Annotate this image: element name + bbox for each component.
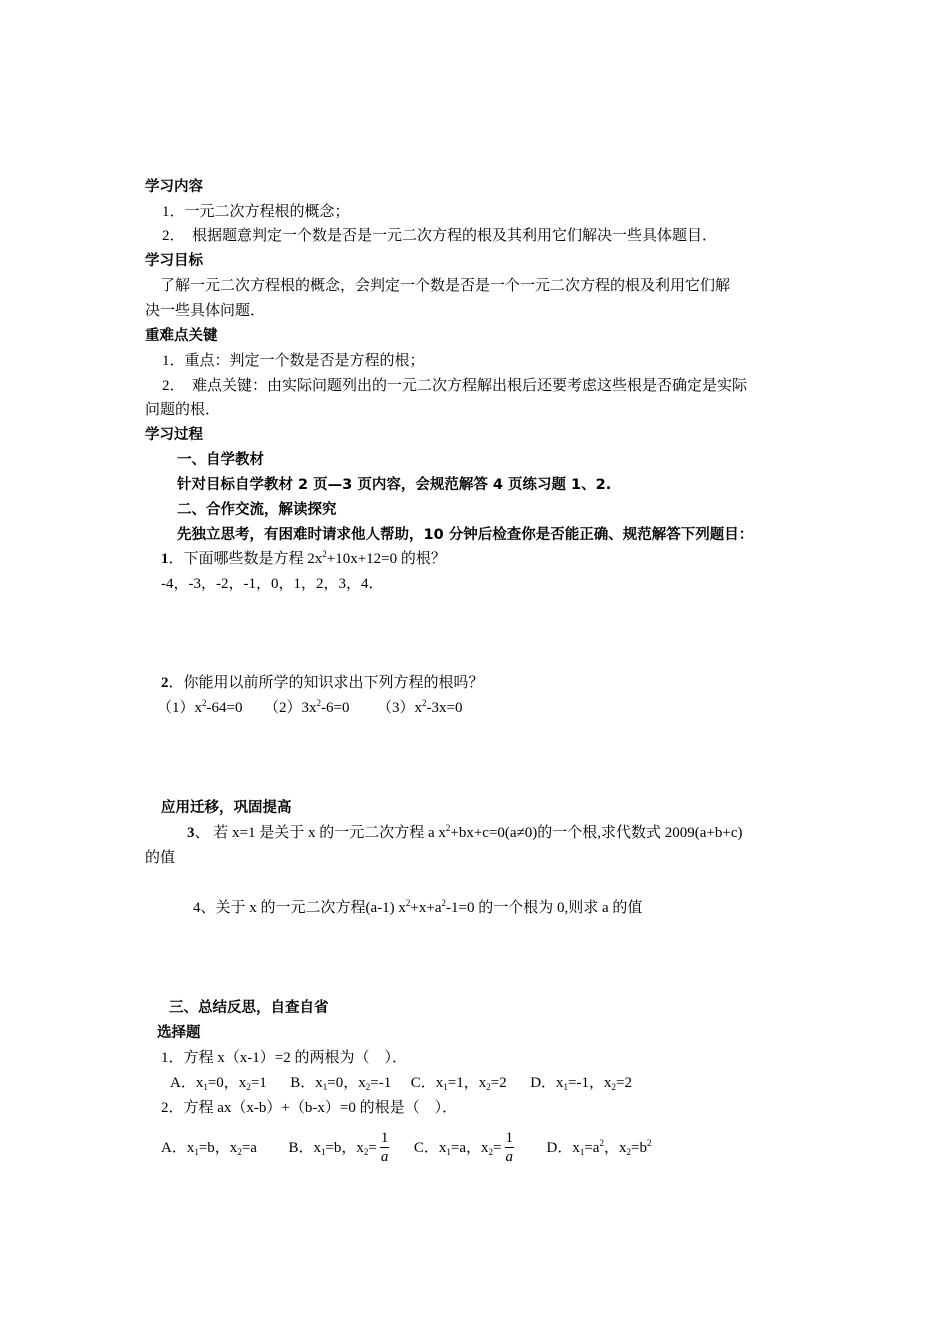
choice-heading: 选择题 [157,1025,201,1041]
part-3-a: （3）x [376,700,422,716]
question-4-exponent-1: 2 [405,898,411,908]
section-heading-content: 学习内容 [145,179,203,195]
process-step1-text: 针对目标自学教材 2 页—3 页内容，会规范解答 4 页练习题 1、2. [177,477,612,493]
choice-2-option-d: D．$x_1=a^2$，$x_2=b^2$ [546,1138,652,1157]
choice-2-option-a: A．$x_1=b$，$x_2=a$ [161,1140,257,1157]
fraction-one-over-a: $\frac{1}{a}$ [380,1130,389,1166]
part-3-exp: 2 [421,698,427,708]
section-heading-apply: 应用迁移，巩固提高 [161,800,292,816]
question-3 [187,823,743,843]
question-3-text-a: 、 若 x=1 是关于 x 的一元二次方程 a x [194,825,446,841]
choice-2-option-b: B．$x_1=b$，$x_2=$ $\frac{1}{a}$ [288,1130,389,1166]
part-2-exp: 2 [316,698,321,708]
keypoint-item-1: 1．重点：判定一个数是否是方程的根； [162,353,425,369]
question-4 [193,898,642,918]
question-2-parts [157,698,462,718]
section-heading-keypoints: 重难点关键 [145,328,218,344]
choice-2-question: 2．方程 ax（x-b）+（b-x）=0 的根是（ ）． [161,1100,458,1116]
question-4-exponent-2: 2 [441,898,446,908]
question-3-number: 3 [187,825,195,841]
question-4-text-c: -1=0 的一个根为 0,则求 a 的值 [445,900,643,916]
part-1-a: （1）x [157,700,203,716]
keypoint-item-2-cont: 问题的根． [145,402,221,418]
question-1-number: 1 [161,551,169,567]
choice-1-option-b: B．$x_1=0$，$x_2=-1$ [290,1075,392,1092]
section-heading-process: 学习过程 [145,427,203,443]
choice-1-option-a: A．$x_1=0$，$x_2=1$ [170,1075,267,1092]
choice-2-option-c: C．$x_1=a$，$x_2=$ $\frac{1}{a}$ [413,1130,513,1166]
fraction-one-over-a: $\frac{1}{a}$ [505,1130,513,1166]
question-1-candidates: -4，-3，-2，-1，0，1，2，3，4． [161,576,384,592]
question-3-text-b: +bx+c=0(a≠0)的一个根,求代数式 2009(a+b+c) [450,825,743,841]
choice-1-option-c: C．$x_1=1$，$x_2=2$ [410,1075,507,1092]
question-2-text: ．你能用以前所学的知识求出下列方程的根吗？ [168,675,484,691]
question-1-exponent: 2 [322,549,327,559]
process-step1-title: 一、自学教材 [177,452,264,468]
goal-text-line-1: 了解一元二次方程根的概念，会判定一个数是否是一个一元二次方程的根及利用它们解 [160,278,731,294]
part-2-a: （2）3x [263,700,317,716]
question-1-text-b: +10x+12=0 的根？ [326,551,446,567]
choice-1-options [170,1073,632,1093]
question-2-part-1 [157,700,242,716]
content-item-2: 2． 根据题意判定一个数是否是一元二次方程的根及其利用它们解决一些具体题目． [162,228,718,244]
question-2-part-2 [264,700,349,716]
goal-text-line-2: 决一些具体问题． [145,303,266,319]
question-3-exponent: 2 [445,823,451,833]
question-2-number: 2 [161,675,169,691]
process-step3-title: 三、总结反思，自查自省 [169,1000,329,1016]
section-heading-goal: 学习目标 [145,253,203,269]
process-step2-title: 二、合作交流，解读探究 [177,502,337,518]
question-1-text-a: ．下面哪些数是方程 2x [168,551,323,567]
choice-1-option-d: D．$x_1=-1$，$x_2=2$ [530,1075,632,1092]
part-3-b: -3x=0 [426,700,463,716]
choice-1-question: 1．方程 x（x-1）=2 的两根为（ ）． [161,1050,407,1066]
part-1-b: -64=0 [206,700,243,716]
choice-2-options [161,1126,651,1170]
part-2-b: -6=0 [321,700,350,716]
question-4-text-a: 4、关于 x 的一元二次方程(a-1) x [193,900,406,916]
question-2 [161,673,484,693]
keypoint-item-2: 2． 难点关键：由实际问题列出的一元二次方程解出根后还要考虑这些根是否确定是实际 [162,378,748,394]
question-4-text-b: +x+a [410,900,442,916]
question-1 [161,549,446,569]
question-2-part-3 [377,700,462,716]
content-item-1: 1．一元二次方程根的概念； [162,204,350,220]
question-3-text-c: 的值 [145,850,176,866]
part-1-exp: 2 [202,698,207,708]
process-step2-text: 先独立思考，有困难时请求他人帮助，10 分钟后检查你是否能正确、规范解答下列题目： [177,527,754,543]
